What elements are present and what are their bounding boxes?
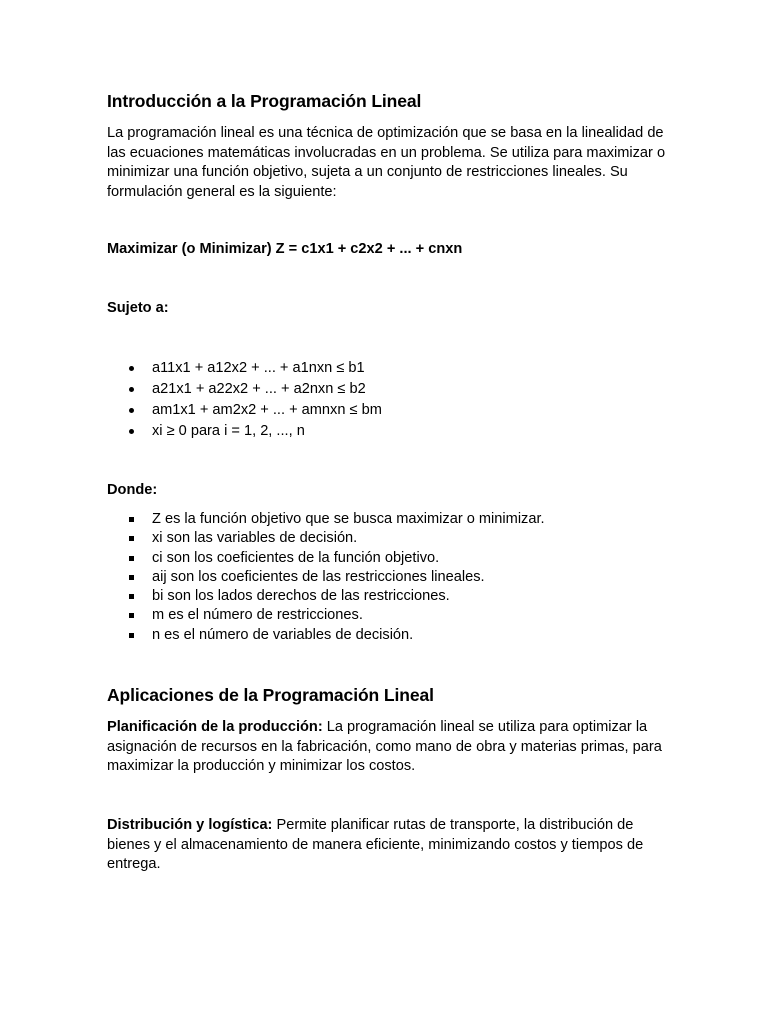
definitions-list [107, 510, 545, 645]
constraints-list [107, 358, 382, 442]
bullet-dot-icon [129, 387, 134, 392]
application-text: Permite planificar rutas de transporte, la distribución de bienes y el almacenamiento de manera eficiente, minimizando costos y tiempos de entrega. [107, 817, 644, 872]
bullet-dot-icon [129, 408, 134, 413]
bullet-dot-icon [129, 366, 134, 371]
bullet-square-icon [129, 536, 134, 541]
objective-function: Maximizar (o Minimizar) Z = c1x1 + c2x2 + ... + cnxn [107, 241, 463, 257]
bullet-square-icon [129, 556, 134, 561]
application-paragraph [107, 816, 667, 875]
application-text: La programación lineal se utiliza para optimizar la asignación de recursos en la fabricación, como mano de obra y materias primas, para maximizar la producción y minimizar los costos. [107, 719, 662, 774]
intro-paragraph: La programación lineal es una técnica de optimización que se basa en la linealidad de las ecuaciones matemáticas involucradas en un problema. Se utiliza para maximizar o minimizar una función objetivo, sujeta a un conjunto de restricciones lineales. Su formulación general es la siguiente: [107, 125, 666, 200]
constraint-item: a21x1 + a22x2 + ... + a2nxn ≤ b2 [107, 379, 382, 400]
definition-item: bi son los lados derechos de las restricciones. [107, 587, 545, 606]
definition-item: aij son los coeficientes de las restricciones lineales. [107, 568, 545, 587]
constraint-item: a11x1 + a12x2 + ... + a1nxn ≤ b1 [107, 358, 382, 379]
bullet-square-icon [129, 594, 134, 599]
application-paragraph [107, 718, 667, 777]
application-label: Distribución y logística: [107, 817, 273, 833]
definition-item: m es el número de restricciones. [107, 606, 545, 625]
section-title-applications: Aplicaciones de la Programación Lineal [107, 685, 434, 705]
constraint-item: am1x1 + am2x2 + ... + amnxn ≤ bm [107, 400, 382, 421]
bullet-square-icon [129, 575, 134, 580]
subject-to-label: Sujeto a: [107, 300, 169, 316]
bullet-square-icon [129, 633, 134, 638]
definition-item: Z es la función objetivo que se busca maximizar o minimizar. [107, 510, 545, 529]
where-label: Donde: [107, 482, 158, 498]
definition-item: ci son los coeficientes de la función objetivo. [107, 549, 545, 568]
definition-item: n es el número de variables de decisión. [107, 626, 545, 645]
bullet-square-icon [129, 613, 134, 618]
definition-item: xi son las variables de decisión. [107, 529, 545, 548]
bullet-dot-icon [129, 429, 134, 434]
application-label: Planificación de la producción: [107, 719, 323, 735]
section-title-intro: Introducción a la Programación Lineal [107, 91, 422, 111]
constraint-item: xi ≥ 0 para i = 1, 2, ..., n [107, 421, 382, 442]
bullet-square-icon [129, 517, 134, 522]
